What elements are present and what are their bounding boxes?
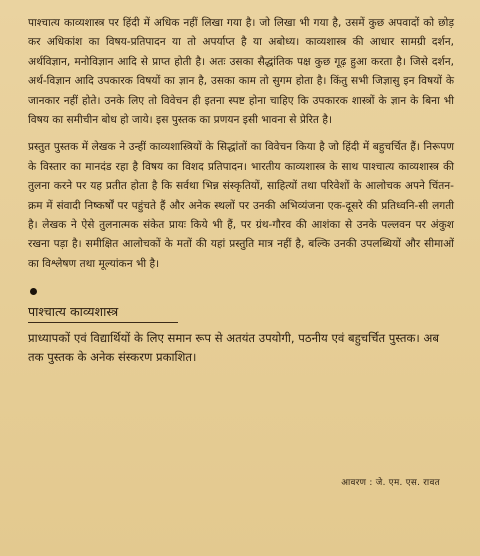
intro-paragraph: पाश्चात्य काव्यशास्त्र पर हिंदी में अधिक नहीं लिखा गया है। जो लिखा भी गया है, उसमें कुछ अपवादों को छोड़ कर अधिकांश का विषय-प्रतिपादन या तो अपर्याप्त है या अबोध्य। काव्यशास्त्र की आधार सामग्री दर्शन, अर्थविज्ञान, मनोविज्ञान आदि से प्राप्त होती है। अतः उसका सैद्धांतिक पक्ष कुछ गूढ़ हुआ करता है। जिसे दर्शन, अर्थ-विज्ञान आदि उपकारक विषयों का ज्ञान है, उसका काम तो सुगम होता है। किंतु सभी जिज्ञासु इन विषयों के जानकार नहीं होते। उनके लिए तो विवेचन ही इतना स्पष्ट होना चाहिए कि उपकारक शास्त्रों के ज्ञान के बिना भी विषय का समीचीन बोध हो जाये। इस पुस्तक का प्रणयन इसी भावना से प्रेरित है। xyxy=(28,17,454,127)
title-underline xyxy=(28,322,178,323)
cover-credit: आवरण : जे. एम. एस. रावत xyxy=(341,478,440,488)
book-title: पाश्चात्य काव्यशास्त्र xyxy=(28,304,119,320)
book-summary xyxy=(28,288,454,367)
bullet-icon xyxy=(30,288,37,295)
description-paragraph: प्रस्तुत पुस्तक में लेखक ने उन्हीं काव्यशास्त्रियों के सिद्धांतों का विवेचन किया है जो हिंदी में बहुचर्चित हैं। निरूपण के विस्तार का मानदंड रहा है विषय का विशद प्रतिपादन। भारतीय काव्यशास्त्र के साथ पाश्चात्य काव्यशास्त्र की तुलना करने पर यह प्रतीत होता है कि सर्वथा भिन्न संस्कृतियों, साहित्यों तथा परिवेशों के आलोचक अपने चिंतन-क्रम में संवादी निष्कर्षों पर पहुंचते हैं और अनेक स्थलों पर उनकी अभिव्यंजना एक-दूसरे की प्रतिध्वनि-सी लगती है। लेखक ने ऐसे तुलनात्मक संकेत प्रायः किये भी हैं, पर ग्रंथ-गौरव की आशंका से उनके पल्लवन पर अंकुश रखना पड़ा है। समीक्षित आलोचकों के मतों की यहां प्रस्तुति मात्र नहीं है, बल्कि उनकी उपलब्धियों और सीमाओं का विश्लेषण तथा मूल्यांकन भी है। xyxy=(28,141,454,270)
book-blurb: प्राध्यापकों एवं विद्यार्थियों के लिए समान रूप से अतयंत उपयोगी, पठनीय एवं बहुचर्चित पुस्तक। अब तक पुस्तक के अनेक संस्करण प्रकाशित। xyxy=(28,331,439,365)
